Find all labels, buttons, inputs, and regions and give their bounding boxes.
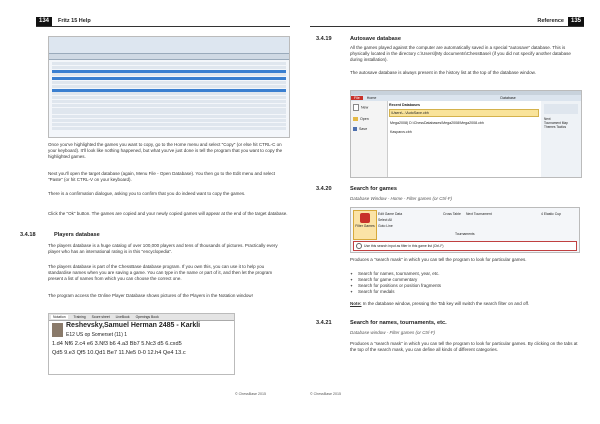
new-button[interactable]: New (351, 101, 387, 114)
player-photo (52, 323, 63, 337)
list-item: ✦ Search for names, tournament, year, etc. (350, 271, 584, 277)
folder-icon (353, 117, 358, 121)
open-button[interactable]: Open (351, 114, 387, 124)
select-all-item[interactable]: Select All (378, 218, 392, 222)
footer: © ChessBase 2015 (310, 392, 342, 396)
intro-paragraph: Click the "Ok" button. The games are copied and your newly copied games will appear at the end of the target database. (48, 211, 288, 216)
database-screenshot (48, 36, 290, 138)
moves-line: Qd5 9.e3 Qf5 10.Qd1 Be7 11.Ne5 0-0 12.h4 Qe4 13.c (52, 350, 186, 356)
search-icon (356, 243, 362, 249)
intro-paragraph: Next you'll open the target database (again, Menu File - Open Database). You then go to the Edit menu and select "Paste" (or hit CTRL-V on your keyboard). (48, 171, 276, 182)
list-item: ✦ Search for game commentary (350, 277, 584, 283)
right-header (300, 17, 600, 27)
section-paragraph: The players database is part of the ChessBase database program. If you own this, you can use it to help you standardise names when you are saving a game. You can type in the name or part of it, and then let the program present a list of names from which you can choose the correct one. (48, 264, 273, 281)
list-item: ✦ Search for positions or position fragments (350, 283, 584, 289)
event-line: E12 US op Somerset (11) 1 (66, 332, 128, 338)
search-options-list (350, 271, 584, 295)
header-title: Reference (537, 18, 564, 24)
page-number: 134 (36, 17, 52, 26)
autosave-screenshot (350, 90, 582, 178)
section-paragraph: The players database is a huge catalog of over 100,000 players and tens of thousands of pictures. Practically every player who has an international rating is in this "encyclopedia". (48, 243, 278, 254)
cross-table-button[interactable]: Cross Table (443, 212, 461, 216)
new-icon (353, 104, 359, 111)
section-paragraph: The autosave database is always present in the history list at the top of the database window. (350, 70, 536, 75)
tab-file[interactable]: File (351, 96, 363, 100)
section-heading: 3.4.19 Autosave database (316, 36, 401, 42)
side-label: Map (561, 121, 568, 125)
save-button[interactable]: Save (351, 124, 387, 134)
note-paragraph: Note: In the database window, pressing the Tab key will switch the search filter on and off. (350, 301, 530, 306)
section-paragraph: The program access the Online Player Database shows pictures of the Players in the Notation window! (48, 293, 253, 298)
tab-livebook[interactable]: LiveBook (115, 315, 130, 319)
right-page (300, 0, 600, 424)
search-bar[interactable]: Use this search input as filter in this game list (Ctrl-F) (353, 241, 577, 251)
elastic-cup-button[interactable]: 4 Elastic Cup (541, 212, 561, 216)
tab-notation[interactable]: Notation (53, 315, 66, 319)
side-label: Next (544, 117, 551, 121)
tab-database[interactable]: Database (500, 96, 516, 100)
db-list-item[interactable]: \Users\...\AutoSave.cbh (389, 109, 539, 117)
section-paragraph: Produces a "search mask" in which you can tell the program to look for particular games. (350, 257, 527, 262)
side-label: Themes (544, 125, 556, 129)
tab-openings-book[interactable]: Openings Book (135, 315, 159, 319)
db-list-item[interactable]: Mega2008) D:\ChessDatabases\Mega2008\Mega2008.cbh (390, 121, 484, 125)
list-item: ✦ Search for medals (350, 289, 584, 295)
player-name: Reshevsky,Samuel Herman (66, 322, 157, 329)
section-paragraph: All the games played against the computer are automatically saved in a special "autosave" database. This is physically located in the directory c:\Users\[My documents\ChessBase\ (if you did not specify another database during installation). (350, 45, 571, 62)
tab-home[interactable]: Home (366, 96, 377, 100)
save-icon (353, 127, 357, 131)
header-title: Fritz 15 Help (58, 18, 91, 24)
page-number: 135 (568, 17, 584, 26)
filter-screenshot (350, 207, 580, 253)
section-heading: 3.4.18 Players database (20, 232, 100, 238)
tab-score-sheet[interactable]: Score sheet (91, 315, 110, 319)
next-tournament-button[interactable]: Next Tournament (465, 212, 492, 216)
goto-line-item[interactable]: Goto Line (378, 224, 393, 228)
section-paragraph: Produces a "search mask" in which you can tell the program to look for particular games. By clicking on the tabs at the top of the search mask, you can define all kinds of different categories. (350, 341, 578, 352)
side-label: Tactics (556, 125, 567, 129)
tournaments-group-label: Tournaments (455, 232, 475, 236)
left-header (0, 17, 300, 27)
recent-databases-title: Recent Databases (389, 103, 420, 107)
tab-training[interactable]: Training (73, 315, 86, 319)
notation-screenshot (48, 313, 235, 375)
menu-path: Database Window - Home - Filter games (or Ctrl-F) (350, 196, 452, 201)
intro-paragraph: Once you've highlighted the games you want to copy, go to the Home menu and select "Copy" (or else hit CTRL-C on your keyboard). It'll look like nothing happened, but what you've just done is tell the program that you want to copy the highlighted games. (48, 142, 283, 159)
notation-tab-strip (49, 314, 234, 321)
section-heading: 3.4.20 Search for games (316, 186, 397, 192)
edit-game-data-item[interactable]: Edit Game Data (378, 212, 403, 216)
db-list-item[interactable]: Kasparov.cbh (390, 130, 412, 134)
menu-path: Database window - Filter games (or Ctrl-F) (350, 330, 436, 335)
side-label: Tournament (544, 121, 561, 125)
player-rating: 2485 - Karkli (158, 322, 201, 329)
filter-icon (360, 213, 370, 223)
footer: © ChessBase 2015 (234, 392, 266, 396)
moves-line: 1.d4 Nf6 2.c4 e6 3.Nf3 b6 4.a3 Bb7 5.Nc3 d5 6.cxd5 (52, 341, 182, 347)
intro-paragraph: There is a confirmation dialogue, asking you to confirm that you do indeed want to copy the games. (48, 191, 246, 196)
filter-games-button[interactable]: Filter Games (353, 210, 377, 240)
section-heading: 3.4.21 Search for names, tournaments, etc. (316, 320, 447, 326)
